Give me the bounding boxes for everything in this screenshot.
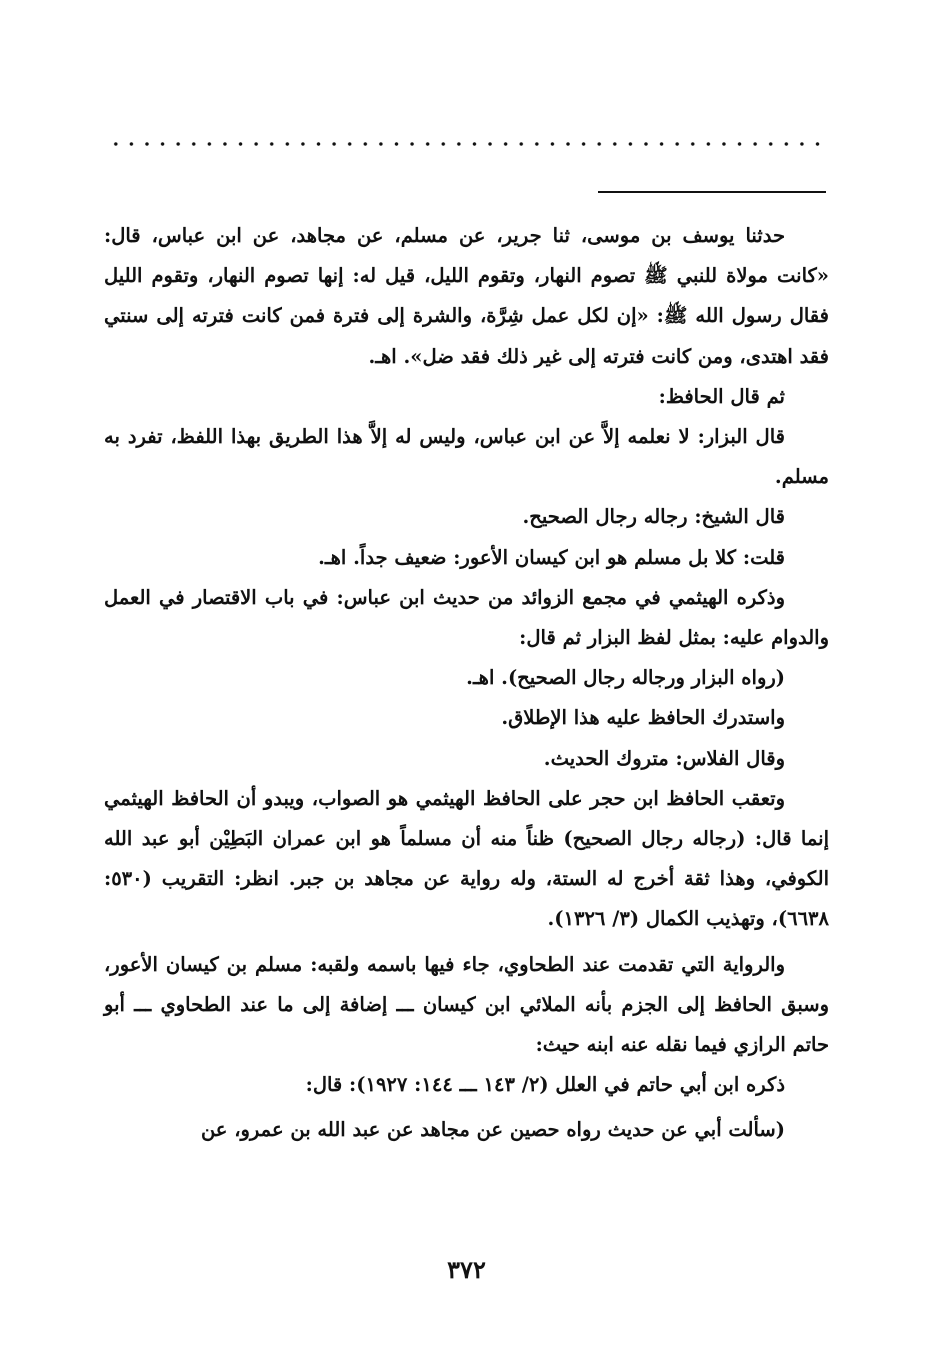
paragraph-shaykh: قال الشيخ: رجاله رجال الصحيح.: [522, 505, 785, 529]
paragraph-quote-bazzar: (رواه البزار ورجاله رجال الصحيح). اهـ.: [466, 666, 785, 690]
page-number: ٣٧٢: [447, 1255, 486, 1284]
body-text: [104, 216, 829, 1151]
dotted-separator: [108, 139, 828, 149]
paragraph-ilal: ذكره ابن أبي حاتم في العلل (٢/ ١٤٣ ـــ ١٤٤: ١٩٢٧): قال:: [305, 1073, 785, 1097]
paragraph-tahawi: والرواية التي تقدمت عند الطحاوي، جاء فيها باسمه ولقبه: مسلم بن كيسان الأعور، وسبق الحافظ إلى الجزم بأنه الملائي ابن كيسان ـــ إضافة إلى ما عند الطحاوي ـــ أبو حاتم الرازي فيما نقله عنه ابنه حيث:: [104, 952, 829, 1057]
paragraph-fallas: وقال الفلاس: متروك الحديث.: [543, 746, 785, 770]
paragraph-taaqqub: وتعقب الحافظ ابن حجر على الحافظ الهيثمي هو الصواب، ويبدو أن الحافظ الهيثمي إنما قال: (رجاله رجال الصحيح) ظناً منه أن مسلماً هو ابن عمران البَطِيْن أبو عبد الله الكوفي، وهذا ثقة أخرج له الستة، وله رواية عن مجاهد بن جبر. انظر: التقريب (٥٣٠: ٦٦٣٨)، وتهذيب الكمال (٣/ ١٣٢٦).: [104, 786, 829, 931]
paragraph-hadith: حدثنا يوسف بن موسى، ثنا جرير، عن مسلم، عن مجاهد، عن ابن عباس، قال: «كانت مولاة للنبي ﷺ تصوم النهار، وتقوم الليل، قيل له: إنها تصوم النهار، وتقوم الليل فقال رسول الله ﷺ: «إن لكل عمل شِرَّة، والشرة إلى فترة فمن كانت فترته إلى سنتي فقد اهتدى، ومن كانت فترته إلى غير ذلك فقد ضل». اهـ.: [104, 224, 829, 368]
paragraph-hafiz-intro: ثم قال الحافظ:: [658, 384, 785, 408]
section-rule: [598, 191, 826, 193]
paragraph-question: (سألت أبي عن حديث رواه حصين عن مجاهد عن عبد الله بن عمرو، عن: [200, 1118, 785, 1142]
paragraph-haythami: وذكره الهيثمي في مجمع الزوائد من حديث ابن عباس: في باب الاقتصار في العمل والدوام عليه: بمثل لفظ البزار ثم قال:: [104, 585, 829, 650]
paragraph-qultu: قلت: كلا بل مسلم هو ابن كيسان الأعور: ضعيف جداً. اهـ.: [318, 545, 785, 569]
paragraph-bazzar: قال البزار: لا نعلمه إلاَّ عن ابن عباس، وليس له إلاَّ هذا الطريق بهذا اللفظ، تفرد به مسلم.: [104, 425, 829, 489]
paragraph-istidrak: واستدرك الحافظ عليه هذا الإطلاق.: [501, 706, 785, 730]
